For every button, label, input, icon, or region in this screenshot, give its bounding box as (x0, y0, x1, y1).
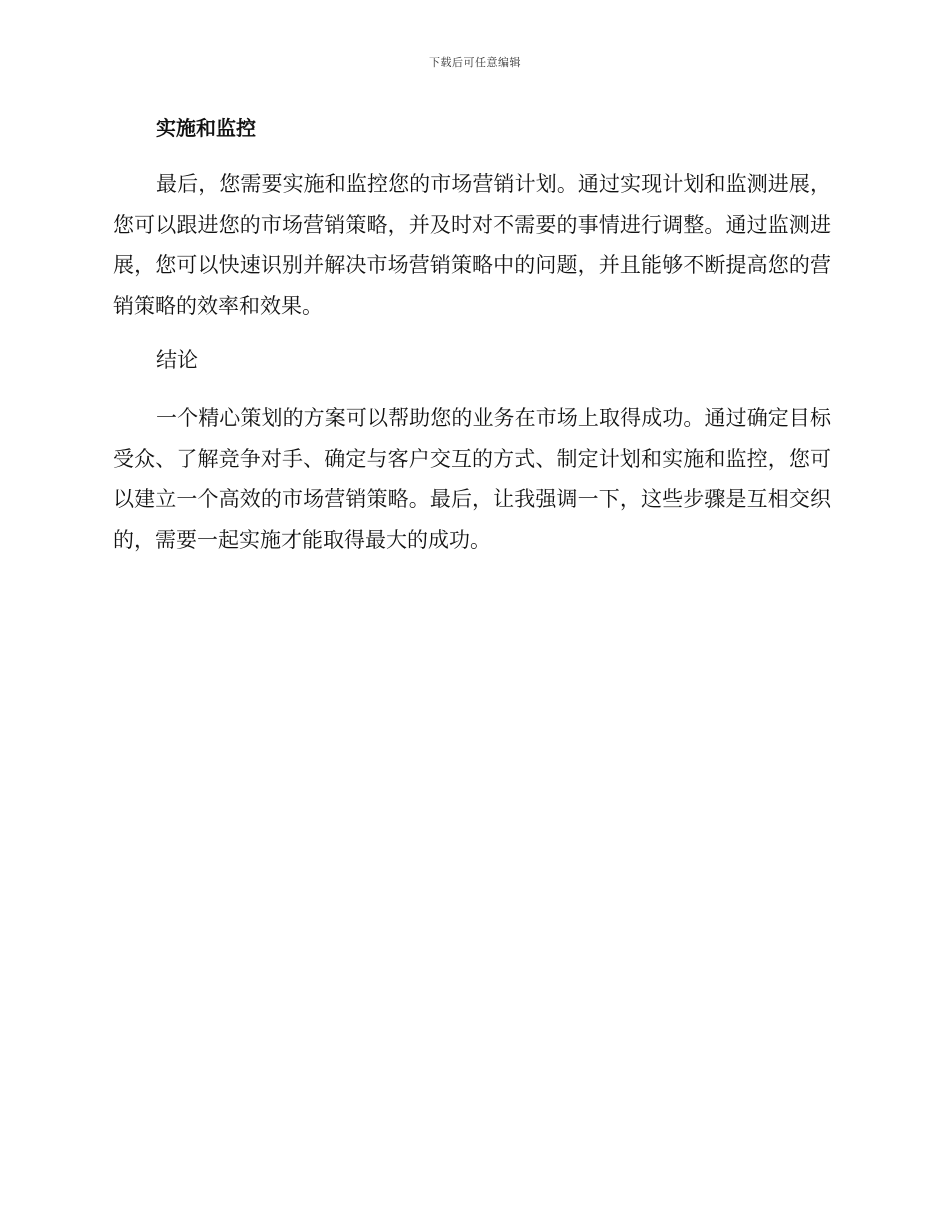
page-header-note: 下载后可任意编辑 (429, 56, 521, 69)
section-heading-implementation: 实施和监控 (156, 116, 256, 140)
section-heading-conclusion: 结论 (156, 348, 198, 372)
document-content (113, 110, 831, 560)
paragraph-implementation: 最后，您需要实施和监控您的市场营销计划。通过实现计划和监测进展，您可以跟进您的市场营销策略，并及时对不需要的事情进行调整。通过监测进展，您可以快速识别并解决市场营销策略中的问题，并且能够不断提高您的营销策略的效率和效果。 (113, 172, 831, 318)
paragraph-conclusion: 一个精心策划的方案可以帮助您的业务在市场上取得成功。通过确定目标受众、了解竞争对手、确定与客户交互的方式、制定计划和实施和监控，您可以建立一个高效的市场营销策略。最后，让我强调一下，这些步骤是互相交织的，需要一起实施才能取得最大的成功。 (113, 406, 831, 552)
